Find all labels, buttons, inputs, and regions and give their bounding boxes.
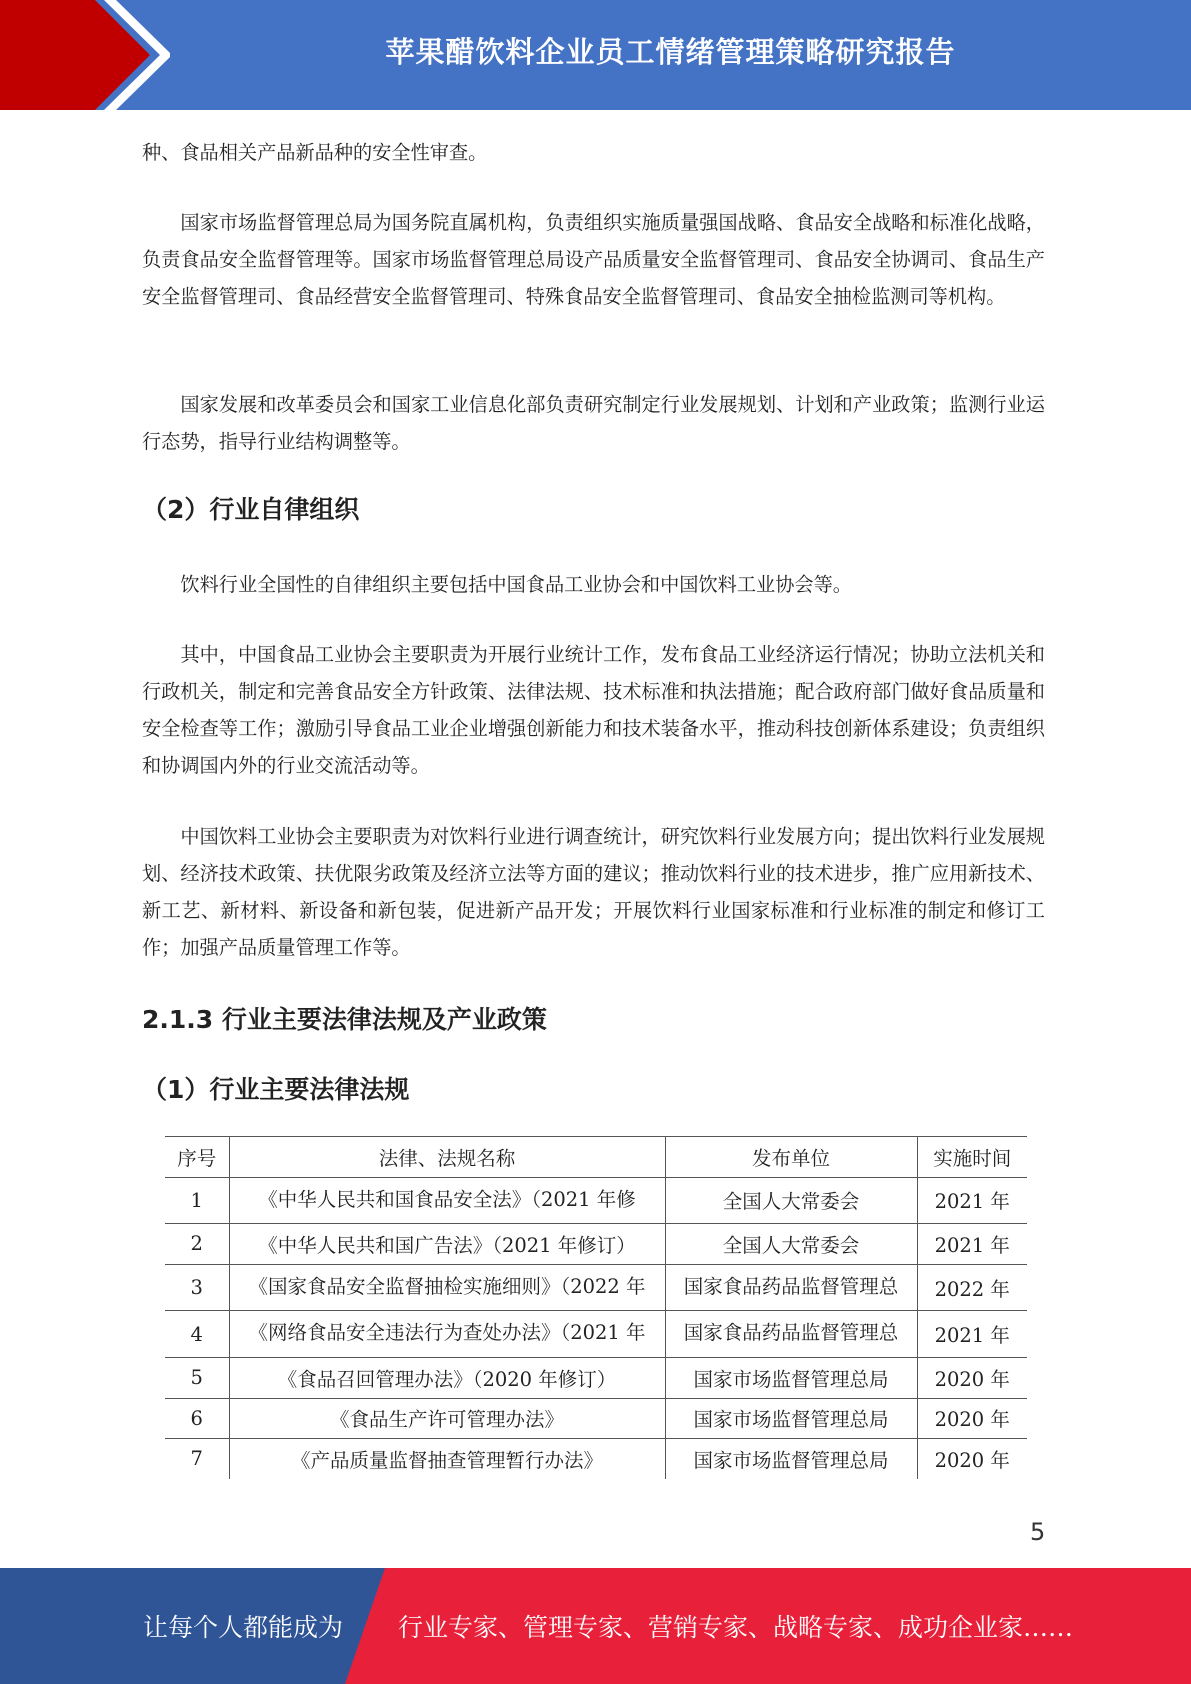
cell-no: 2 bbox=[165, 1224, 229, 1265]
column-header-no: 序号 bbox=[165, 1137, 229, 1178]
cell-org: 国家市场监督管理总局 bbox=[665, 1439, 917, 1479]
heading-2-1-3: 2.1.3 行业主要法律法规及产业政策 bbox=[142, 1005, 547, 1034]
cell-year: 2020 年 bbox=[917, 1357, 1027, 1398]
table-row bbox=[165, 1224, 1027, 1265]
paragraph-samr: 国家市场监督管理总局为国务院直属机构，负责组织实施质量强国战略、食品安全战略和标准化战略，负责食品安全监督管理等。国家市场监督管理总局设产品质量安全监督管理司、食品安全协调司、食品生产安全监督管理司、食品经营安全监督管理司、特殊食品安全监督管理司、食品安全抽检监测司等机构。 bbox=[142, 211, 1045, 308]
cell-no: 7 bbox=[165, 1439, 229, 1479]
header-chevron-decoration bbox=[0, 0, 170, 110]
cell-no: 5 bbox=[165, 1357, 229, 1398]
table-row bbox=[165, 1398, 1027, 1439]
column-header-name: 法律、法规名称 bbox=[229, 1137, 665, 1178]
page-number: 5 bbox=[1030, 1518, 1046, 1546]
cell-name: 《国家食品安全监督抽检实施细则》（2022 年 bbox=[229, 1264, 665, 1311]
cell-year: 2021 年 bbox=[917, 1224, 1027, 1265]
cell-no: 4 bbox=[165, 1311, 229, 1358]
laws-table bbox=[165, 1136, 1027, 1479]
table-header-row bbox=[165, 1137, 1027, 1178]
heading-self-regulation: （2）行业自律组织 bbox=[142, 495, 360, 524]
cell-org: 国家食品药品监督管理总 bbox=[665, 1311, 917, 1358]
column-header-org: 发布单位 bbox=[665, 1137, 917, 1178]
footer-slogan-left: 让每个人都能成为 bbox=[143, 1613, 344, 1642]
paragraph-self-regulation-orgs: 饮料行业全国性的自律组织主要包括中国食品工业协会和中国饮料工业协会等。 bbox=[180, 573, 852, 596]
table-row bbox=[165, 1357, 1027, 1398]
footer-slogan-right: 行业专家、管理专家、营销专家、战略专家、成功企业家…… bbox=[398, 1613, 1074, 1642]
cell-name: 《中华人民共和国食品安全法》（2021 年修 bbox=[229, 1177, 665, 1224]
cell-no: 3 bbox=[165, 1264, 229, 1311]
cell-name: 《中华人民共和国广告法》（2021 年修订） bbox=[229, 1224, 665, 1265]
paragraph-beverage-association: 中国饮料工业协会主要职责为对饮料行业进行调查统计，研究饮料行业发展方向；提出饮料行业发展规划、经济技术政策、扶优限劣政策及经济立法等方面的建议；推动饮料行业的技术进步，推广应用新技术、新工艺、新材料、新设备和新包装，促进新产品开发；开展饮料行业国家标准和行业标准的制定和修订工作；加强产品质量管理工作等。 bbox=[142, 825, 1045, 959]
cell-org: 国家食品药品监督管理总 bbox=[665, 1264, 917, 1311]
heading-laws: （1）行业主要法律法规 bbox=[142, 1075, 410, 1104]
cell-year: 2020 年 bbox=[917, 1398, 1027, 1439]
cell-org: 国家市场监督管理总局 bbox=[665, 1357, 917, 1398]
table-row bbox=[165, 1439, 1027, 1479]
paragraph-continuation: 种、食品相关产品新品种的安全性审查。 bbox=[142, 141, 488, 164]
table-row bbox=[165, 1264, 1027, 1311]
cell-year: 2022 年 bbox=[917, 1264, 1027, 1311]
table-row bbox=[165, 1177, 1027, 1224]
paragraph-ndrc: 国家发展和改革委员会和国家工业信息化部负责研究制定行业发展规划、计划和产业政策；监测行业运行态势，指导行业结构调整等。 bbox=[142, 393, 1045, 453]
cell-name: 《产品质量监督抽查管理暂行办法》 bbox=[229, 1439, 665, 1479]
cell-year: 2021 年 bbox=[917, 1177, 1027, 1224]
report-title: 苹果醋饮料企业员工情绪管理策略研究报告 bbox=[385, 34, 956, 69]
cell-org: 全国人大常委会 bbox=[665, 1224, 917, 1265]
column-header-date: 实施时间 bbox=[917, 1137, 1027, 1178]
cell-year: 2021 年 bbox=[917, 1311, 1027, 1358]
cell-org: 全国人大常委会 bbox=[665, 1177, 917, 1224]
page-footer bbox=[0, 1568, 1191, 1684]
page-header bbox=[0, 0, 1191, 110]
paragraph-food-industry-association: 其中，中国食品工业协会主要职责为开展行业统计工作，发布食品工业经济运行情况；协助立法机关和行政机关，制定和完善食品安全方针政策、法律法规、技术标准和执法措施；配合政府部门做好食品质量和安全检查等工作；激励引导食品工业企业增强创新能力和技术装备水平，推动科技创新体系建设；负责组织和协调国内外的行业交流活动等。 bbox=[142, 643, 1045, 777]
cell-name: 《食品生产许可管理办法》 bbox=[229, 1398, 665, 1439]
cell-name: 《网络食品安全违法行为查处办法》（2021 年 bbox=[229, 1311, 665, 1358]
cell-no: 6 bbox=[165, 1398, 229, 1439]
cell-no: 1 bbox=[165, 1177, 229, 1224]
cell-year: 2020 年 bbox=[917, 1439, 1027, 1479]
cell-org: 国家市场监督管理总局 bbox=[665, 1398, 917, 1439]
table-row bbox=[165, 1311, 1027, 1358]
cell-name: 《食品召回管理办法》（2020 年修订） bbox=[229, 1357, 665, 1398]
